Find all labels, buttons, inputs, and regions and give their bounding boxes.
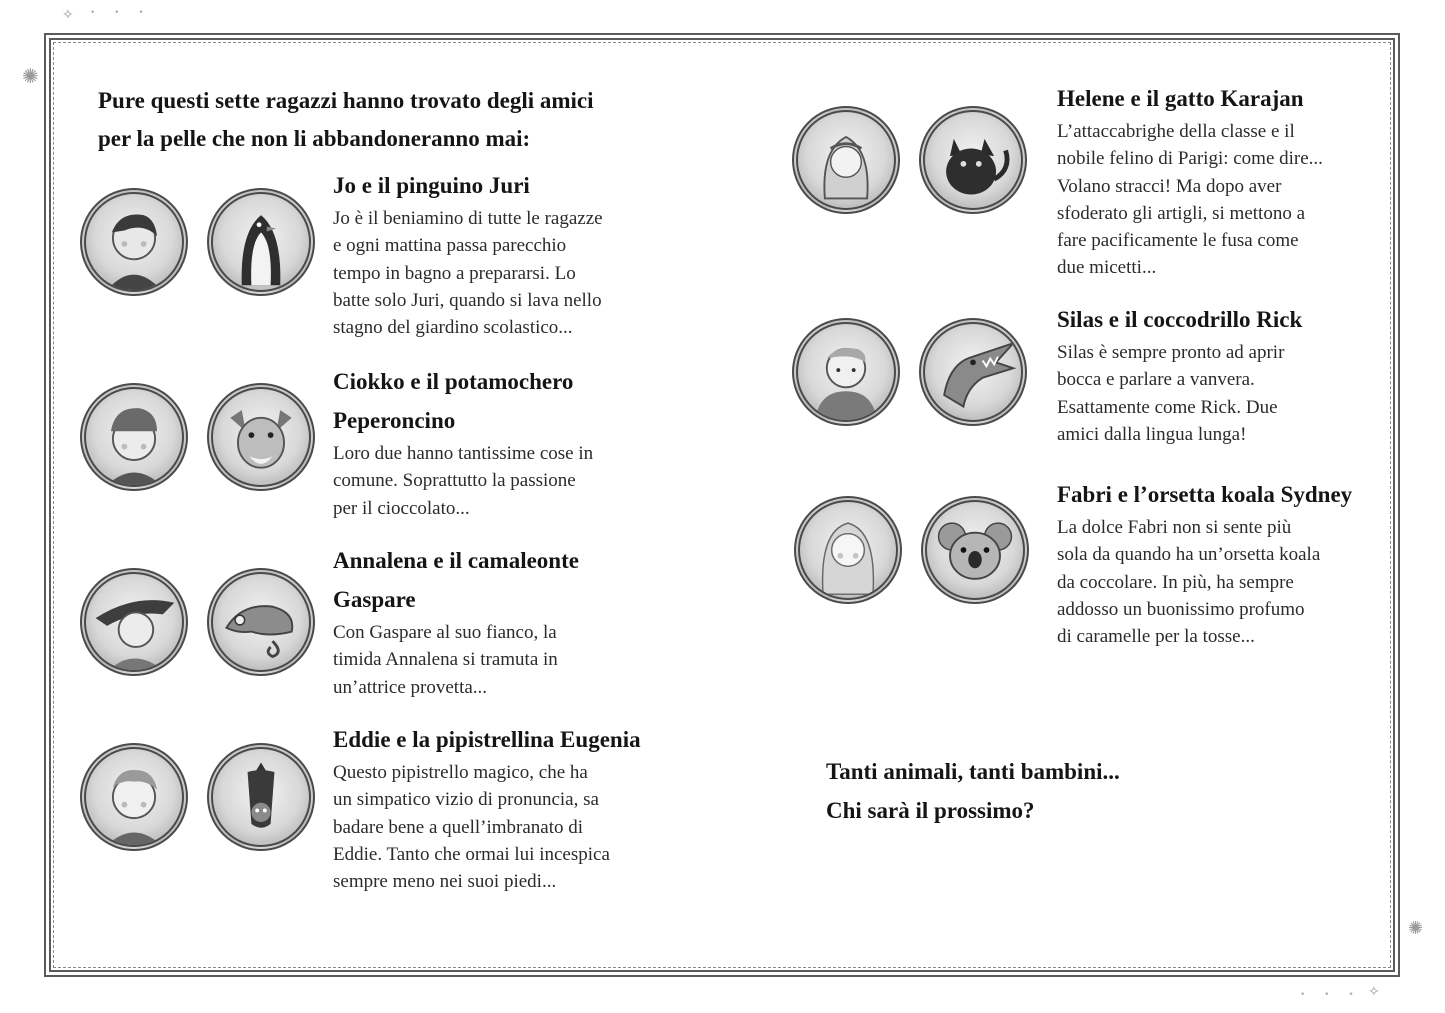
sparkle-icon: ✧ [1368,984,1380,1000]
boy-portrait-icon [80,188,188,296]
decorative-dots: • • • [90,8,152,18]
entry-fabri [1057,475,1387,650]
sparkle-icon: ✺ [1408,918,1424,939]
entry-title: Eddie e la pipistrellina Eugenia [333,727,641,752]
river-hog-portrait-icon [207,383,315,491]
entry-description: Jo è il beniamino di tutte le ragazze e ogni mattina passa parecchio tempo in bagno a prepararsi. Lo batte solo Juri, quando si lava nello stagno del giardino scolastico... [333,208,603,339]
boy-hoodie-portrait-icon [792,318,900,426]
entry-ciokko [333,362,653,522]
entry-title: Helene e il gatto Karajan [1057,86,1304,111]
entry-helene [1057,79,1387,282]
entry-silas [1057,300,1387,448]
entry-description: Loro due hanno tantissime cose in comune. Soprattutto la passione per il cioccolato... [333,443,594,519]
entry-description: La dolce Fabri non si sente più sola da quando ha un’orsetta koala da coccolare. In più, ha sempre addosso un buonissimo profumo di caramelle per la tosse... [1057,517,1321,648]
entry-title: Ciokko e il potamochero Peperoncino [333,369,574,433]
entry-eddie [333,720,653,895]
entry-jo [333,166,653,341]
entry-annalena [333,541,653,701]
boy-freckles-portrait-icon [80,743,188,851]
bat-portrait-icon [207,743,315,851]
entry-description: Questo pipistrello magico, che ha un simpatico vizio di pronuncia, sa badare bene a quell’imbranato di Eddie. Tanto che ormai lui incespica sempre meno nei suoi piedi... [333,762,610,893]
entry-description: Silas è sempre pronto ad aprir bocca e parlare a vanvera. Esattamente come Rick. Due amici dalla lingua lunga! [1057,342,1285,445]
entry-title: Fabri e l’orsetta koala Sydney [1057,482,1353,507]
cat-portrait-icon [919,106,1027,214]
closing-text: Tanti animali, tanti bambini... Chi sarà il prossimo? [826,759,1120,823]
girl-hat-portrait-icon [80,568,188,676]
sparkle-icon: ✧ [62,7,74,23]
entry-title: Silas e il coccodrillo Rick [1057,307,1303,332]
decorative-dots: • • • [1300,990,1362,1000]
penguin-portrait-icon [207,188,315,296]
chameleon-portrait-icon [207,568,315,676]
entry-description: L’attaccabrighe della classe e il nobile felino di Parigi: come dire... Volano stracci! Ma dopo aver sfoderato gli artigli, si mettono a fare pacificamente le fusa come due micetti... [1057,121,1323,279]
koala-portrait-icon [921,496,1029,604]
entry-title: Jo e il pinguino Juri [333,173,530,198]
entry-description: Con Gaspare al suo fianco, la timida Annalena si tramuta in un’attrice provetta... [333,622,558,698]
boy-beanie-portrait-icon [80,383,188,491]
crocodile-portrait-icon [919,318,1027,426]
sparkle-icon: ✺ [22,64,39,88]
girl-headband-portrait-icon [792,106,900,214]
entry-title: Annalena e il camaleonte Gaspare [333,548,579,612]
girl-long-hair-portrait-icon [794,496,902,604]
intro-heading: Pure questi sette ragazzi hanno trovato degli amici per la pelle che non li abbandoneranno mai: [98,88,594,151]
